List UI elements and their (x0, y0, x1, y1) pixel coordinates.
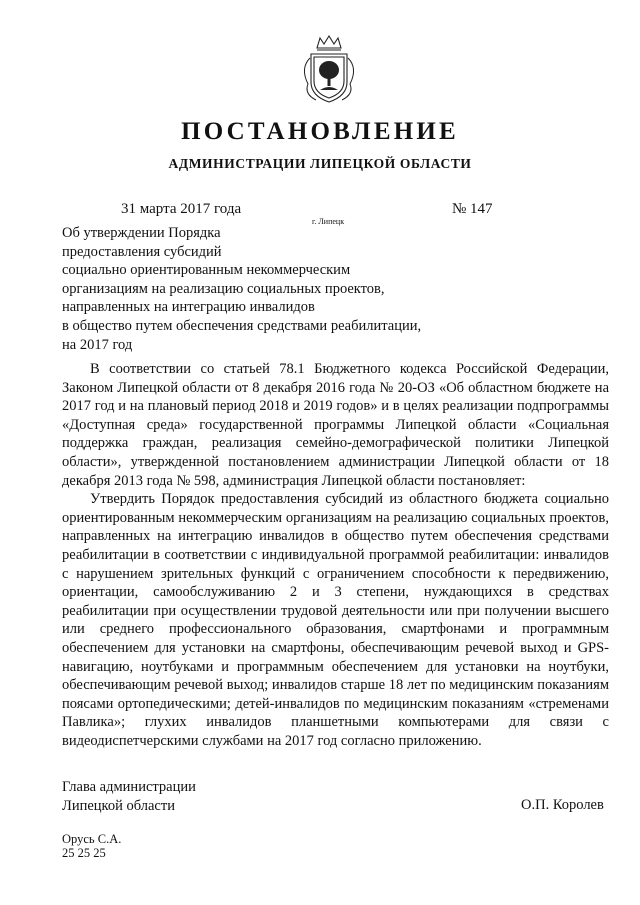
subject-line: организациям на реализацию социальных проектов, (62, 280, 385, 297)
document-date: 31 марта 2017 года (121, 201, 242, 217)
subject-line: на 2017 год (62, 336, 133, 353)
document-subject (62, 224, 482, 354)
subject-line: Об утверждении Порядка (62, 225, 221, 241)
signature-position (62, 778, 196, 816)
coat-of-arms-icon (296, 34, 362, 106)
subject-line: предоставления субсидий (62, 243, 222, 260)
document-title: ПОСТАНОВЛЕНИЕ (181, 118, 459, 145)
subject-line: направленных на интеграцию инвалидов (62, 299, 315, 316)
signature-position-line: Липецкой области (62, 798, 175, 814)
subject-line: в общество путем обеспечения средствами реабилитации, (62, 317, 422, 334)
body-paragraph: Утвердить Порядок предоставления субсидий из областного бюджета социально ориентированным некоммерческим организациям на реализацию социальных проектов, направленных на интеграцию инвалидов в общество путем обеспечения средствами реабилитации в соответствии с индивидуальной программой реабилитации: инвалидов с нарушением зрительных функций с ограничением способности к передвижению, ориентации, самообслуживанию 2 и 3 степени, нуждающихся в средствах реабилитации при осуществлении трудовой деятельности или при получении высшего или среднего профессионального образования, смартфонами и программным обеспечением для установки на смартфоны, обеспечивающим речевой выход и GPS-навигацию, ноутбуками и программным обеспечением для установки на ноутбуки, обеспечивающим речевой выход; инвалидов старше 18 лет по медицинским показаниям поясами ортопедическими; детей-инвалидов по медицинским показаниям «стременами Павлика»; глухих инвалидов планшетными компьютерами для связи с видеодиспетчерскими службами на 2017 год согласно приложению. (62, 491, 609, 749)
document-city: г. Липецк (312, 217, 345, 226)
document-body (62, 360, 609, 750)
signature-name: О.П. Королев (521, 797, 604, 813)
executor-phone: 25 25 25 (62, 846, 106, 860)
document-number: № 147 (452, 201, 493, 217)
document-subtitle: АДМИНИСТРАЦИИ ЛИПЕЦКОЙ ОБЛАСТИ (168, 156, 472, 171)
executor-name: Орусь С.А. (62, 832, 122, 846)
subject-line: социально ориентированным некоммерческим (62, 262, 351, 279)
executor-info (62, 832, 121, 860)
signature-position-line: Глава администрации (62, 779, 196, 795)
body-paragraph: В соответствии со статьей 78.1 Бюджетного кодекса Российской Федерации, Законом Липецкой области от 8 декабря 2016 года № 20-ОЗ «Об областном бюджете на 2017 год и на плановый период 2018 и 2019 годов» и в целях реализации подпрограммы «Доступная среда» государственной программы Липецкой области «Социальная поддержка граждан, реализация семейно-демографической политики Липецкой области», утвержденной постановлением администрации Липецкой области от 18 декабря 2013 года № 598, администрация Липецкой области постановляет: (62, 361, 609, 489)
